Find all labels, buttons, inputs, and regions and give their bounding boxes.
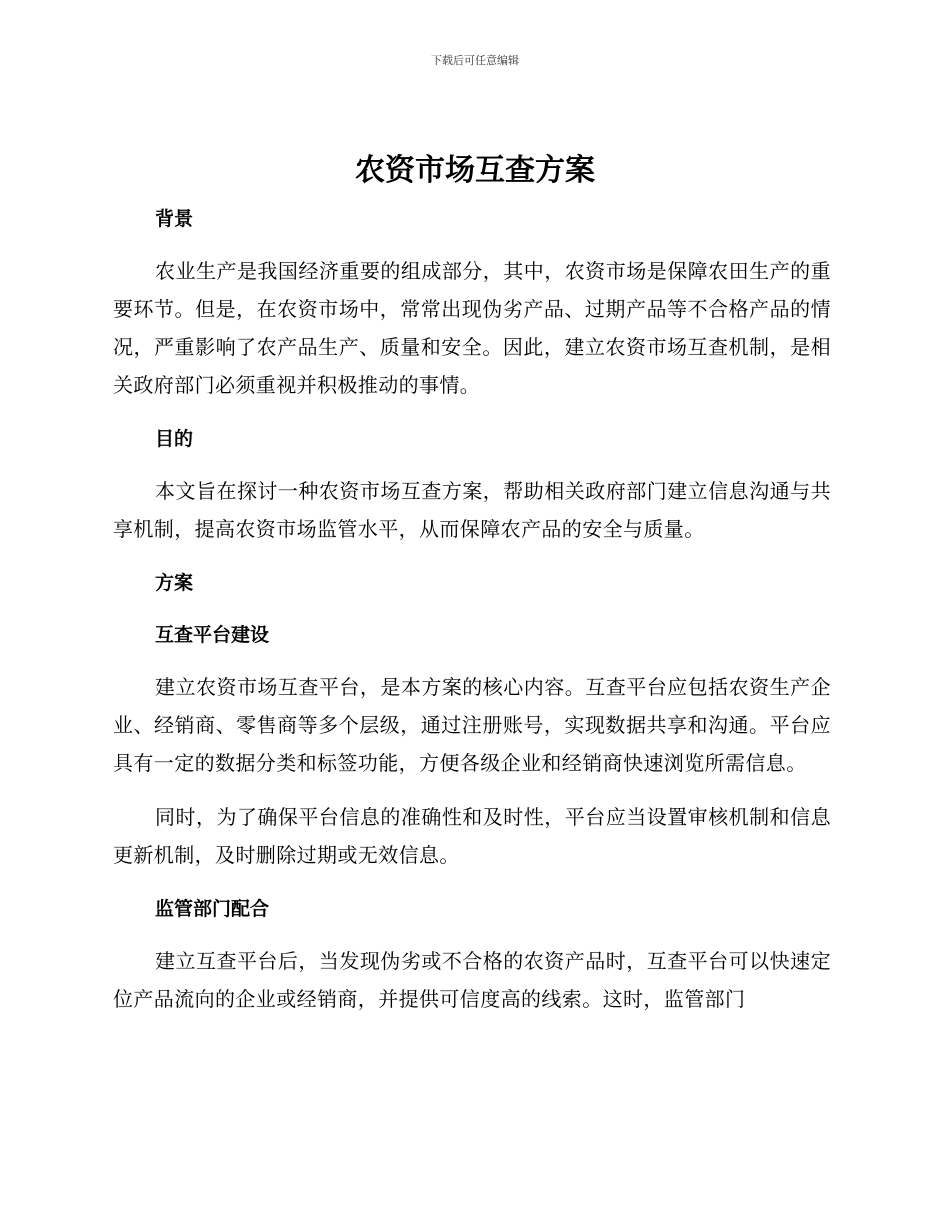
section-heading-platform: 互查平台建设 [155, 624, 270, 646]
paragraph-background: 农业生产是我国经济重要的组成部分，其中，农资市场是保障农田生产的重要环节。但是，在农资市场中，常常出现伪劣产品、过期产品等不合格产品的情况，严重影响了农产品生产、质量和安全。因此，建立农资市场互查机制，是相关政府部门必须重视并积极推动的事情。 [113, 259, 831, 397]
section-heading-background: 背景 [155, 208, 194, 230]
document-body [113, 200, 831, 1018]
paragraph-regulator: 建立互查平台后，当发现伪劣或不合格的农资产品时，互查平台可以快速定位产品流向的企业或经销商，并提供可信度高的线索。这时，监管部门 [113, 949, 831, 1011]
section-heading-regulator: 监管部门配合 [155, 898, 270, 920]
header-note: 下载后可任意编辑 [431, 54, 519, 67]
section-heading-plan: 方案 [155, 572, 194, 594]
paragraph-platform-1: 建立农资市场互查平台，是本方案的核心内容。互查平台应包括农资生产企业、经销商、零售商等多个层级，通过注册账号，实现数据共享和沟通。平台应具有一定的数据分类和标签功能，方便各级企业和经销商快速浏览所需信息。 [113, 675, 831, 775]
paragraph-platform-2: 同时，为了确保平台信息的准确性和及时性，平台应当设置审核机制和信息更新机制，及时删除过期或无效信息。 [113, 805, 831, 867]
section-heading-purpose: 目的 [155, 428, 194, 450]
document-title: 农资市场互查方案 [355, 153, 595, 188]
paragraph-purpose: 本文旨在探讨一种农资市场互查方案，帮助相关政府部门建立信息沟通与共享机制，提高农资市场监管水平，从而保障农产品的安全与质量。 [113, 479, 831, 541]
